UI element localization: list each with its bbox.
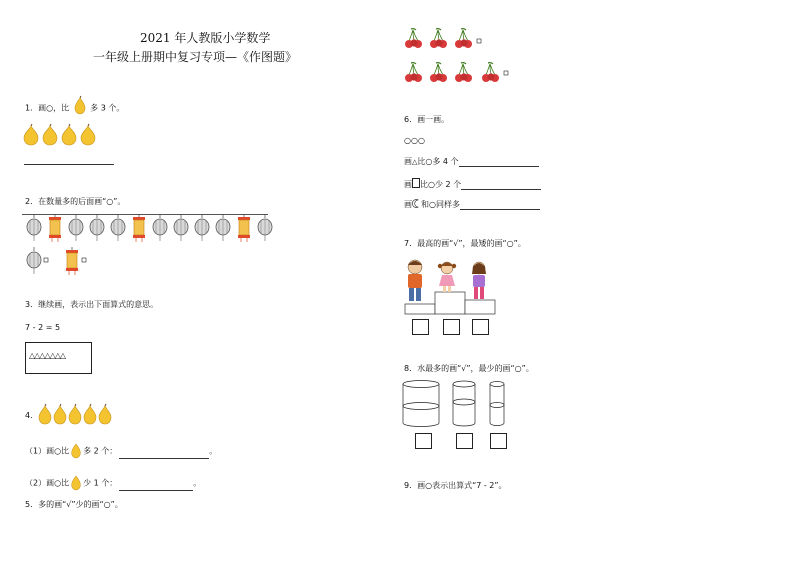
lantern-icon bbox=[90, 214, 104, 241]
lantern-icon bbox=[195, 214, 209, 241]
q8-cylinders bbox=[400, 379, 515, 431]
cherry-row-1 bbox=[403, 28, 493, 52]
cherry-icon bbox=[455, 63, 472, 82]
q4-answer-line-1[interactable] bbox=[119, 450, 209, 459]
lantern-icon bbox=[27, 247, 41, 274]
q4-line1-end: 。 bbox=[209, 446, 218, 456]
child-icon bbox=[408, 260, 422, 301]
q6-answer-line-2[interactable] bbox=[461, 181, 541, 190]
q9-prompt: 9．画○表示出算式“7 - 2”。 bbox=[404, 481, 507, 490]
q6-circles: ○○○ bbox=[404, 136, 425, 145]
q1-answer-line[interactable] bbox=[24, 164, 114, 165]
cherry-icon bbox=[430, 63, 447, 82]
lantern-icon bbox=[258, 214, 272, 241]
pear-icon bbox=[81, 124, 95, 145]
cherry-icon bbox=[405, 29, 422, 48]
lantern-icon bbox=[153, 214, 167, 241]
pear-icon bbox=[24, 124, 38, 145]
lantern-icon bbox=[216, 214, 230, 241]
lantern-icon bbox=[174, 214, 188, 241]
q6-answer-line-3[interactable] bbox=[460, 201, 540, 210]
cherry-icon bbox=[405, 63, 422, 82]
child-icon bbox=[472, 262, 486, 299]
child-icon bbox=[438, 262, 456, 292]
lantern-icon bbox=[111, 214, 125, 241]
q4-line1 bbox=[25, 443, 217, 459]
page-title: 2021 年人教版小学数学 bbox=[140, 31, 271, 45]
q6-line1-prefix: 画 bbox=[404, 157, 412, 166]
q6-line1 bbox=[404, 157, 539, 167]
q8-prompt: 8．水最多的画“√”，最少的画“○”。 bbox=[404, 364, 534, 373]
lantern-icon bbox=[69, 214, 83, 241]
q2-lantern-row bbox=[22, 214, 272, 244]
q6-line3 bbox=[404, 199, 540, 210]
q4-line1-prefix: （1）画○比 bbox=[25, 446, 70, 456]
q8-answer-box-2[interactable] bbox=[456, 433, 473, 449]
q7-answer-box-3[interactable] bbox=[472, 319, 489, 335]
cylinder-icon bbox=[403, 381, 439, 427]
pear-icon bbox=[69, 404, 81, 424]
pear-icon bbox=[72, 97, 88, 115]
q6-answer-line-1[interactable] bbox=[459, 158, 539, 167]
q1-suffix: 多 3 个。 bbox=[90, 103, 125, 113]
q7-answer-box-1[interactable] bbox=[412, 319, 429, 335]
q7-answer-box-2[interactable] bbox=[443, 319, 460, 335]
q1-pear-row bbox=[22, 124, 102, 146]
podium-right bbox=[465, 300, 495, 314]
podium-left bbox=[405, 304, 435, 314]
q2-prompt: 2．在数量多的后面画“○”。 bbox=[25, 197, 126, 206]
pear-icon bbox=[62, 124, 76, 145]
pear-icon bbox=[84, 404, 96, 424]
q5-prompt: 5．多的画“√”少的画“○”。 bbox=[25, 500, 123, 509]
square-icon bbox=[412, 178, 420, 188]
q4-answer-line-2[interactable] bbox=[119, 482, 193, 491]
q4-line2-end: 。 bbox=[193, 478, 202, 488]
answer-box[interactable] bbox=[44, 258, 48, 262]
q4-line2-suffix: 少 1 个： bbox=[83, 478, 118, 488]
q6-line3-prefix: 画 bbox=[404, 200, 412, 209]
answer-box[interactable] bbox=[477, 39, 481, 43]
q4-line2 bbox=[25, 475, 201, 491]
cylinder-icon bbox=[490, 382, 504, 426]
triangle-icon: △ bbox=[412, 158, 418, 166]
page-subtitle: 一年级上册期中复习专项—《作图题》 bbox=[93, 50, 298, 64]
q6-line2-prefix: 画 bbox=[404, 180, 412, 189]
cherry-icon bbox=[482, 63, 499, 82]
q6-line2-suffix: 比○少 2 个 bbox=[420, 180, 462, 189]
pear-icon bbox=[43, 124, 57, 145]
pear-icon bbox=[54, 404, 66, 424]
q4-line1-suffix: 多 2 个： bbox=[83, 446, 118, 456]
moon-icon bbox=[412, 199, 421, 208]
q1-prompt bbox=[25, 99, 124, 117]
cylinder-icon bbox=[453, 381, 475, 426]
answer-box[interactable] bbox=[82, 258, 86, 262]
lantern-icon bbox=[49, 214, 61, 242]
q4-line2-prefix: （2）画○比 bbox=[25, 478, 70, 488]
pear-icon bbox=[99, 404, 111, 424]
q6-line3-suffix: 和○同样多 bbox=[421, 200, 460, 209]
q6-prompt: 6．画一画。 bbox=[404, 115, 450, 124]
q6-line2 bbox=[404, 178, 541, 190]
q3-equation: 7 - 2 = 5 bbox=[25, 323, 61, 332]
cherry-row-2 bbox=[403, 62, 518, 86]
q2-answer-row bbox=[22, 247, 102, 277]
q6-line1-suffix: 比○多 4 个 bbox=[417, 157, 459, 166]
q4-number: 4． bbox=[25, 411, 39, 420]
q4-pear-row bbox=[37, 404, 117, 426]
pear-icon bbox=[39, 404, 51, 424]
lantern-icon bbox=[66, 247, 78, 275]
q8-answer-box-3[interactable] bbox=[490, 433, 507, 449]
pear-icon bbox=[69, 475, 83, 491]
q8-answer-box-1[interactable] bbox=[415, 433, 432, 449]
q1-prefix: 1．画○，比 bbox=[25, 103, 70, 113]
q3-box-triangles: △△△△△△△ bbox=[29, 351, 66, 360]
q7-podium-scene bbox=[402, 256, 502, 318]
q3-prompt: 3．继续画，表示出下面算式的意思。 bbox=[25, 300, 159, 309]
cherry-icon bbox=[430, 29, 447, 48]
cherry-icon bbox=[455, 29, 472, 48]
q7-prompt: 7．最高的画“√”，最矮的画“○”。 bbox=[404, 239, 526, 248]
podium-center bbox=[435, 292, 465, 314]
lantern-icon bbox=[27, 214, 41, 241]
pear-icon bbox=[69, 443, 83, 459]
lantern-icon bbox=[238, 214, 250, 242]
lantern-icon bbox=[133, 214, 145, 242]
answer-box[interactable] bbox=[504, 71, 508, 75]
